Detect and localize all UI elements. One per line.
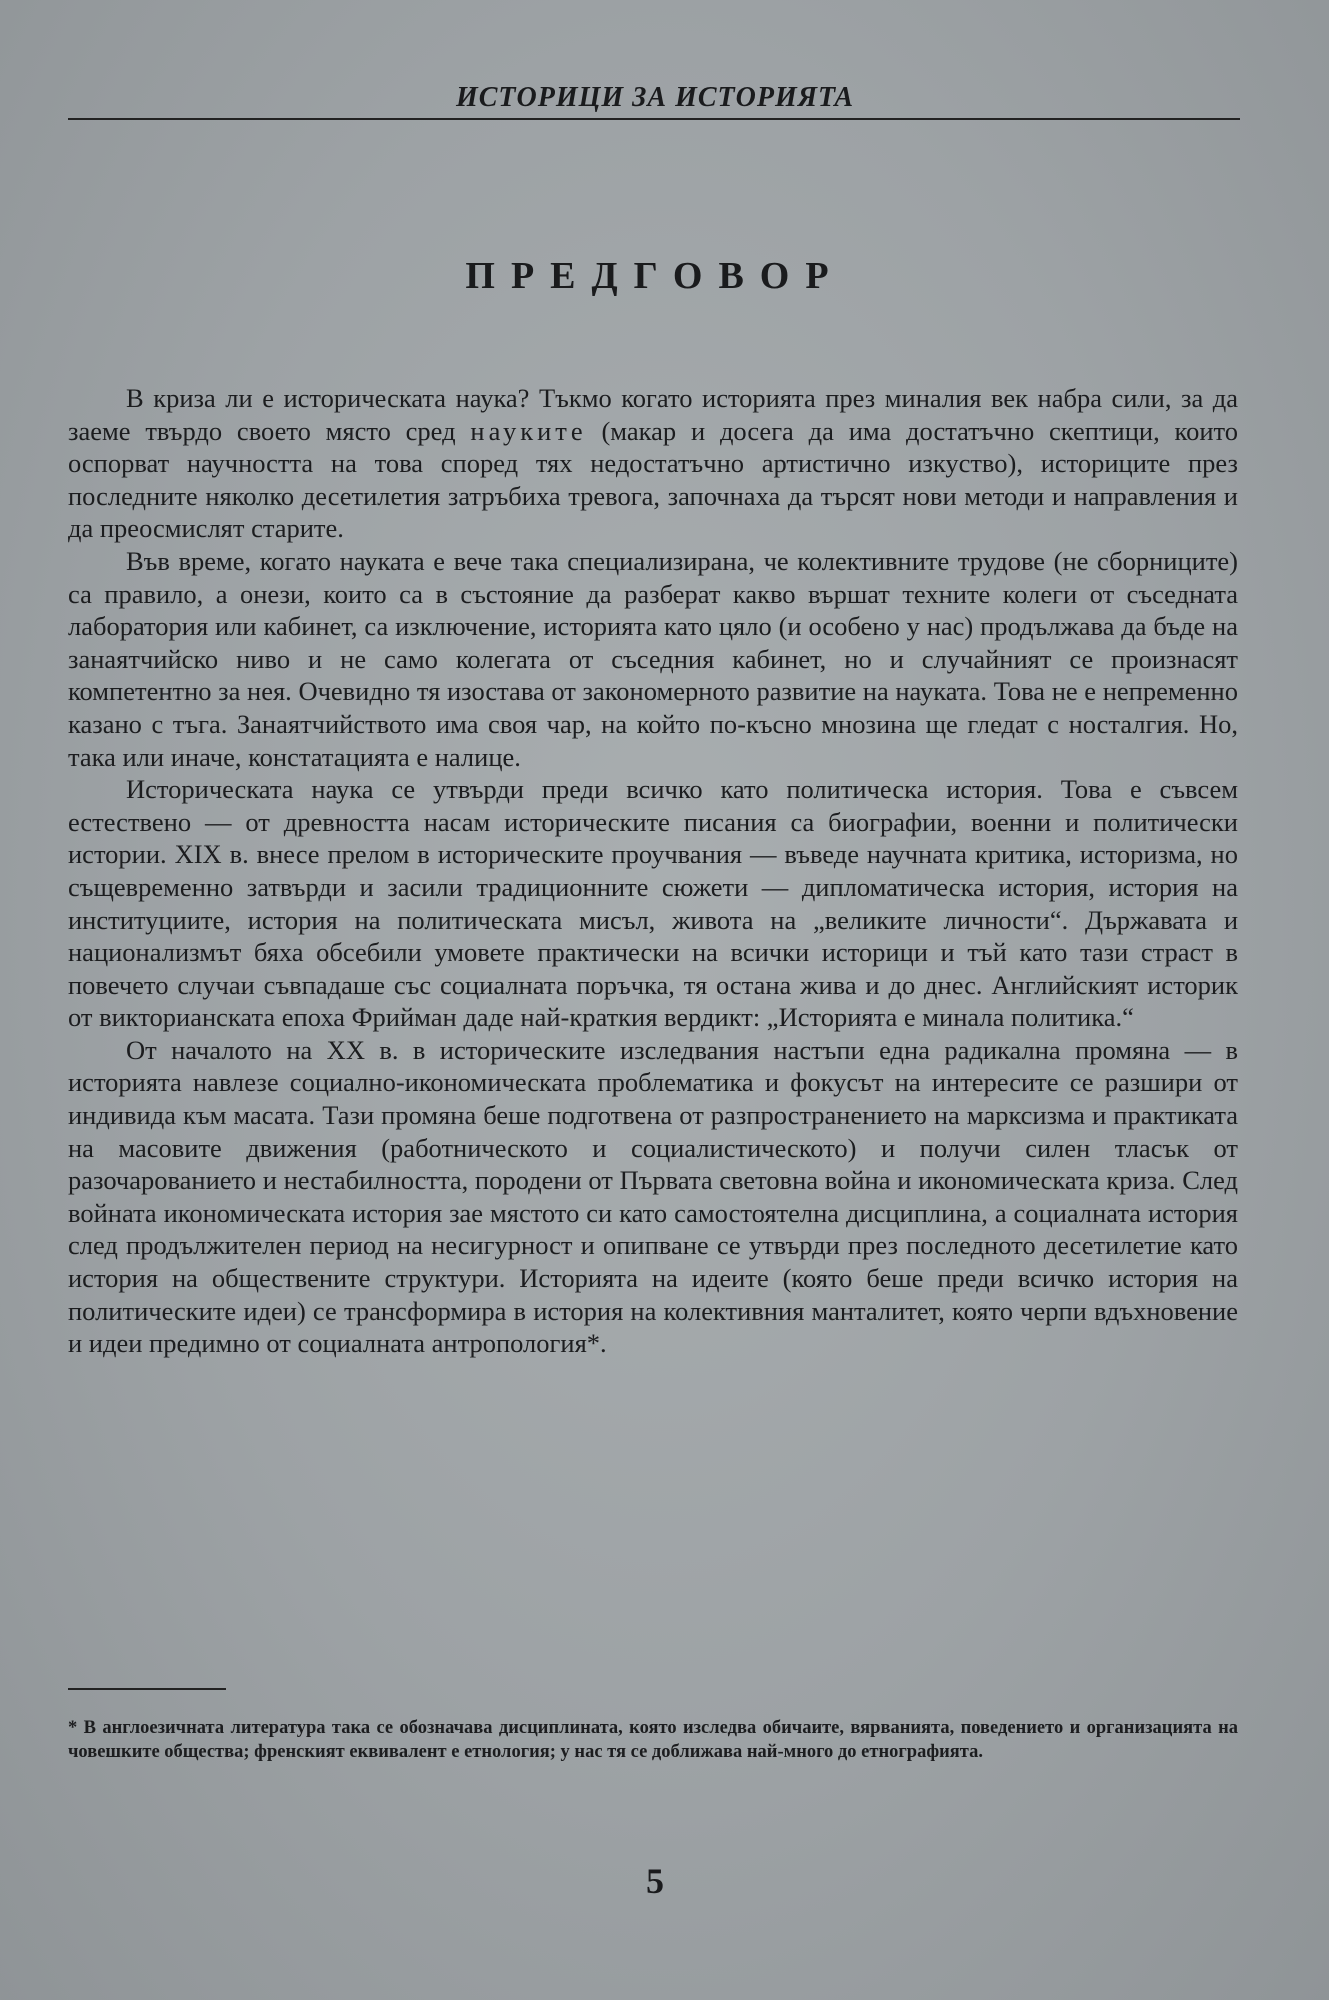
paragraph-4: От началото на XX в. в историческите изследвания настъпи една радикална промяна — в историята навлезе социално-икономическата проблематика и фокусът на интересите се разшири от индивида към масата. Тази промяна беше подготвена от разпространението на марксизма и практиката на масовите движения (работническото и социалистическото) и получи силен тласък от разочарованието и нестабилността, породени от Първата световна война и икономическата криза. След войната икономическата история зае мястото си като самостоятелна дисциплина, а социалната история след продължителен период на несигурност и опипване се утвърди през последното десетилетие като история на обществените структури. Историята на идеите (която беше преди всичко история на политическите идеи) се трансформира в история на колективния манталитет, която черпи вдъхновение и идеи предимно от социалната антропология*. (68, 1034, 1238, 1359)
paragraph-1 (68, 382, 1238, 545)
header-rule (68, 118, 1240, 120)
paragraph-3: Историческата наука се утвърди преди всичко като политическа история. Това е съвсем естествено — от древността насам историческите писания са биографии, военни и политически истории. XIX в. внесе прелом в историческите проучвания — въведе научната критика, историзма, но същевременно затвърди и засили традиционните сюжети — дипломатическа история, история на институциите, история на политическата мисъл, живота на „великите личности“. Държавата и национализмът бяха обсебили умовете практически на всички историци и тъй като тази страст в повечето случаи съвпадаше със социалната поръчка, тя остана жива и до днес. Английският историк от викторианската епоха Фрийман даде най-краткия вердикт: „Историята е минала политика.“ (68, 774, 1238, 1033)
paragraph-1-part-c: (макар и досега да има достатъчно скептици, които оспорват научността на това според тях недостатъчно артистично изкуство), историците през последните няколко десетилетия затръбиха тревога, започнаха да търсят нови методи и направления и да преосмислят старите. (68, 415, 1238, 544)
chapter-title: ПРЕДГОВОР (465, 255, 845, 297)
body-text (68, 382, 1238, 1360)
footnote: * В англоезичната литература така се обозначава дисциплината, която изследва обичаите, вярванията, поведението и организацията на човешките общества; френският еквивалент е етнология; у нас тя се доближава най-много до етнографията. (68, 1718, 1238, 1762)
footnote-rule (68, 1688, 226, 1690)
page-number: 5 (646, 1861, 664, 1901)
running-header: ИСТОРИЦИ ЗА ИСТОРИЯТА (455, 82, 855, 113)
paragraph-2: Във време, когато науката е вече така специализирана, че колективните трудове (не сборниците) са правило, а онези, които са в състояние да разберат какво вършат техните колеги от съседната лаборатория или кабинет, са изключение, историята като цяло (и особено у нас) продължава да бъде на занаятчийско ниво и не само колегата от съседния кабинет, но и случайният се произнасят компетентно за нея. Очевидно тя изостава от закономерното развитие на науката. Това не е непременно казано с тъга. Занаятчийството има своя чар, на който по-късно мнозина ще гледат с носталгия. Но, така или иначе, констатацията е налице. (68, 545, 1238, 772)
paragraph-1-part-a: В криза ли е историческата наука? Тъкмо когато историята през миналия век набра сили, за да заеме твърдо своето място сред (68, 383, 1238, 446)
spaced-emphasis-word: науките (470, 415, 587, 446)
